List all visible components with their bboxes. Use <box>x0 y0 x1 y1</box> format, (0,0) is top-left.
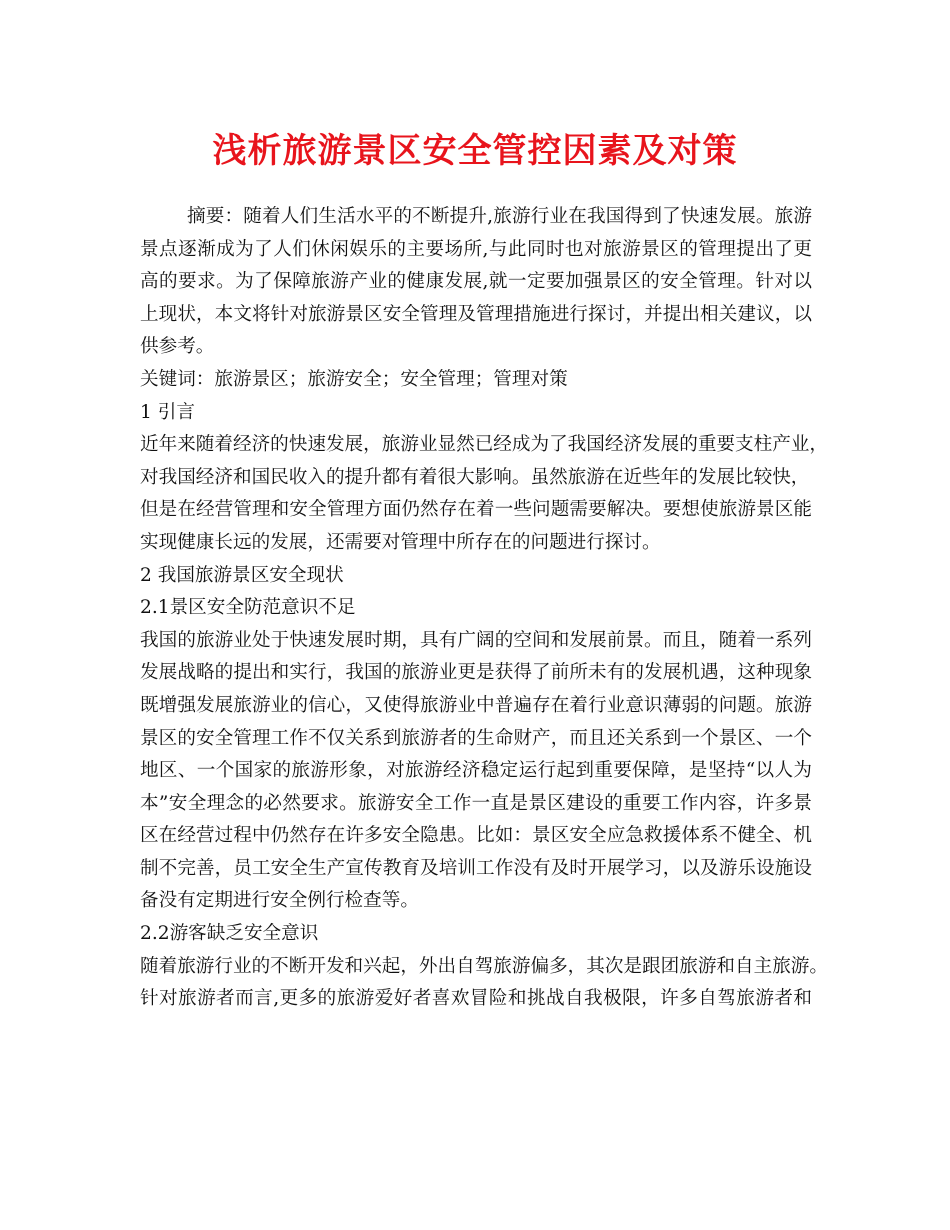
keywords-line: 关键词：旅游景区；旅游安全；安全管理；管理对策 <box>140 368 568 390</box>
abstract-line-4: 上现状，本文将针对旅游景区安全管理及管理措施进行探讨，并提出相关建议，以 <box>140 303 812 325</box>
abstract-line-5: 供参考。 <box>140 336 215 358</box>
paragraph-line: 实现健康长远的发展，还需要对管理中所存在的问题进行探讨。 <box>140 531 661 553</box>
paragraph-line: 既增强发展旅游业的信心，又使得旅游业中普遍存在着行业意识薄弱的问题。旅游 <box>140 694 812 716</box>
paragraph-line: 近年来随着经济的快速发展，旅游业显然已经成为了我国经济发展的重要支柱产业， <box>140 434 828 456</box>
document-body <box>140 201 828 1016</box>
section-heading-1: 1 引言 <box>140 401 195 423</box>
document-title: 浅析旅游景区安全管控因素及对策 <box>212 131 738 171</box>
paragraph-line: 本”安全理念的必然要求。旅游安全工作一直是景区建设的重要工作内容，许多景 <box>140 792 812 814</box>
paragraph-line: 随着旅游行业的不断开发和兴起，外出自驾旅游偏多，其次是跟团旅游和自主旅游。 <box>140 955 828 977</box>
abstract-line-3: 高的要求。为了保障旅游产业的健康发展,就一定要加强景区的安全管理。针对以 <box>140 271 812 293</box>
paragraph-line: 我国的旅游业处于快速发展时期，具有广阔的空间和发展前景。而且，随着一系列 <box>140 629 812 651</box>
paragraph-line: 地区、一个国家的旅游形象，对旅游经济稳定运行起到重要保障，是坚持“以人为 <box>140 760 812 782</box>
subsection-heading-2-1: 2.1景区安全防范意识不足 <box>140 597 356 619</box>
paragraph-line: 发展战略的提出和实行，我国的旅游业更是获得了前所未有的发展机遇，这种现象 <box>140 662 812 684</box>
subsection-heading-2-2: 2.2游客缺乏安全意识 <box>140 923 319 945</box>
paragraph-line: 区在经营过程中仍然存在许多安全隐患。比如：景区安全应急救援体系不健全、机 <box>140 825 812 847</box>
paragraph-line: 对我国经济和国民收入的提升都有着很大影响。虽然旅游在近些年的发展比较快， <box>140 466 810 488</box>
paragraph-line: 制不完善，员工安全生产宣传教育及培训工作没有及时开展学习，以及游乐设施设 <box>140 857 812 879</box>
abstract-line-2: 景点逐渐成为了人们休闲娱乐的主要场所,与此同时也对旅游景区的管理提出了更 <box>140 238 812 260</box>
abstract-line-1: 摘要：随着人们生活水平的不断提升,旅游行业在我国得到了快速发展。旅游 <box>187 206 812 227</box>
paragraph-line: 但是在经营管理和安全管理方面仍然存在着一些问题需要解决。要想使旅游景区能 <box>140 499 812 521</box>
section-heading-2: 2 我国旅游景区安全现状 <box>140 564 344 586</box>
paragraph-line: 针对旅游者而言,更多的旅游爱好者喜欢冒险和挑战自我极限，许多自驾旅游者和 <box>140 988 812 1010</box>
paragraph-line: 备没有定期进行安全例行检查等。 <box>140 890 419 912</box>
paragraph-line: 景区的安全管理工作不仅关系到旅游者的生命财产，而且还关系到一个景区、一个 <box>140 727 812 749</box>
